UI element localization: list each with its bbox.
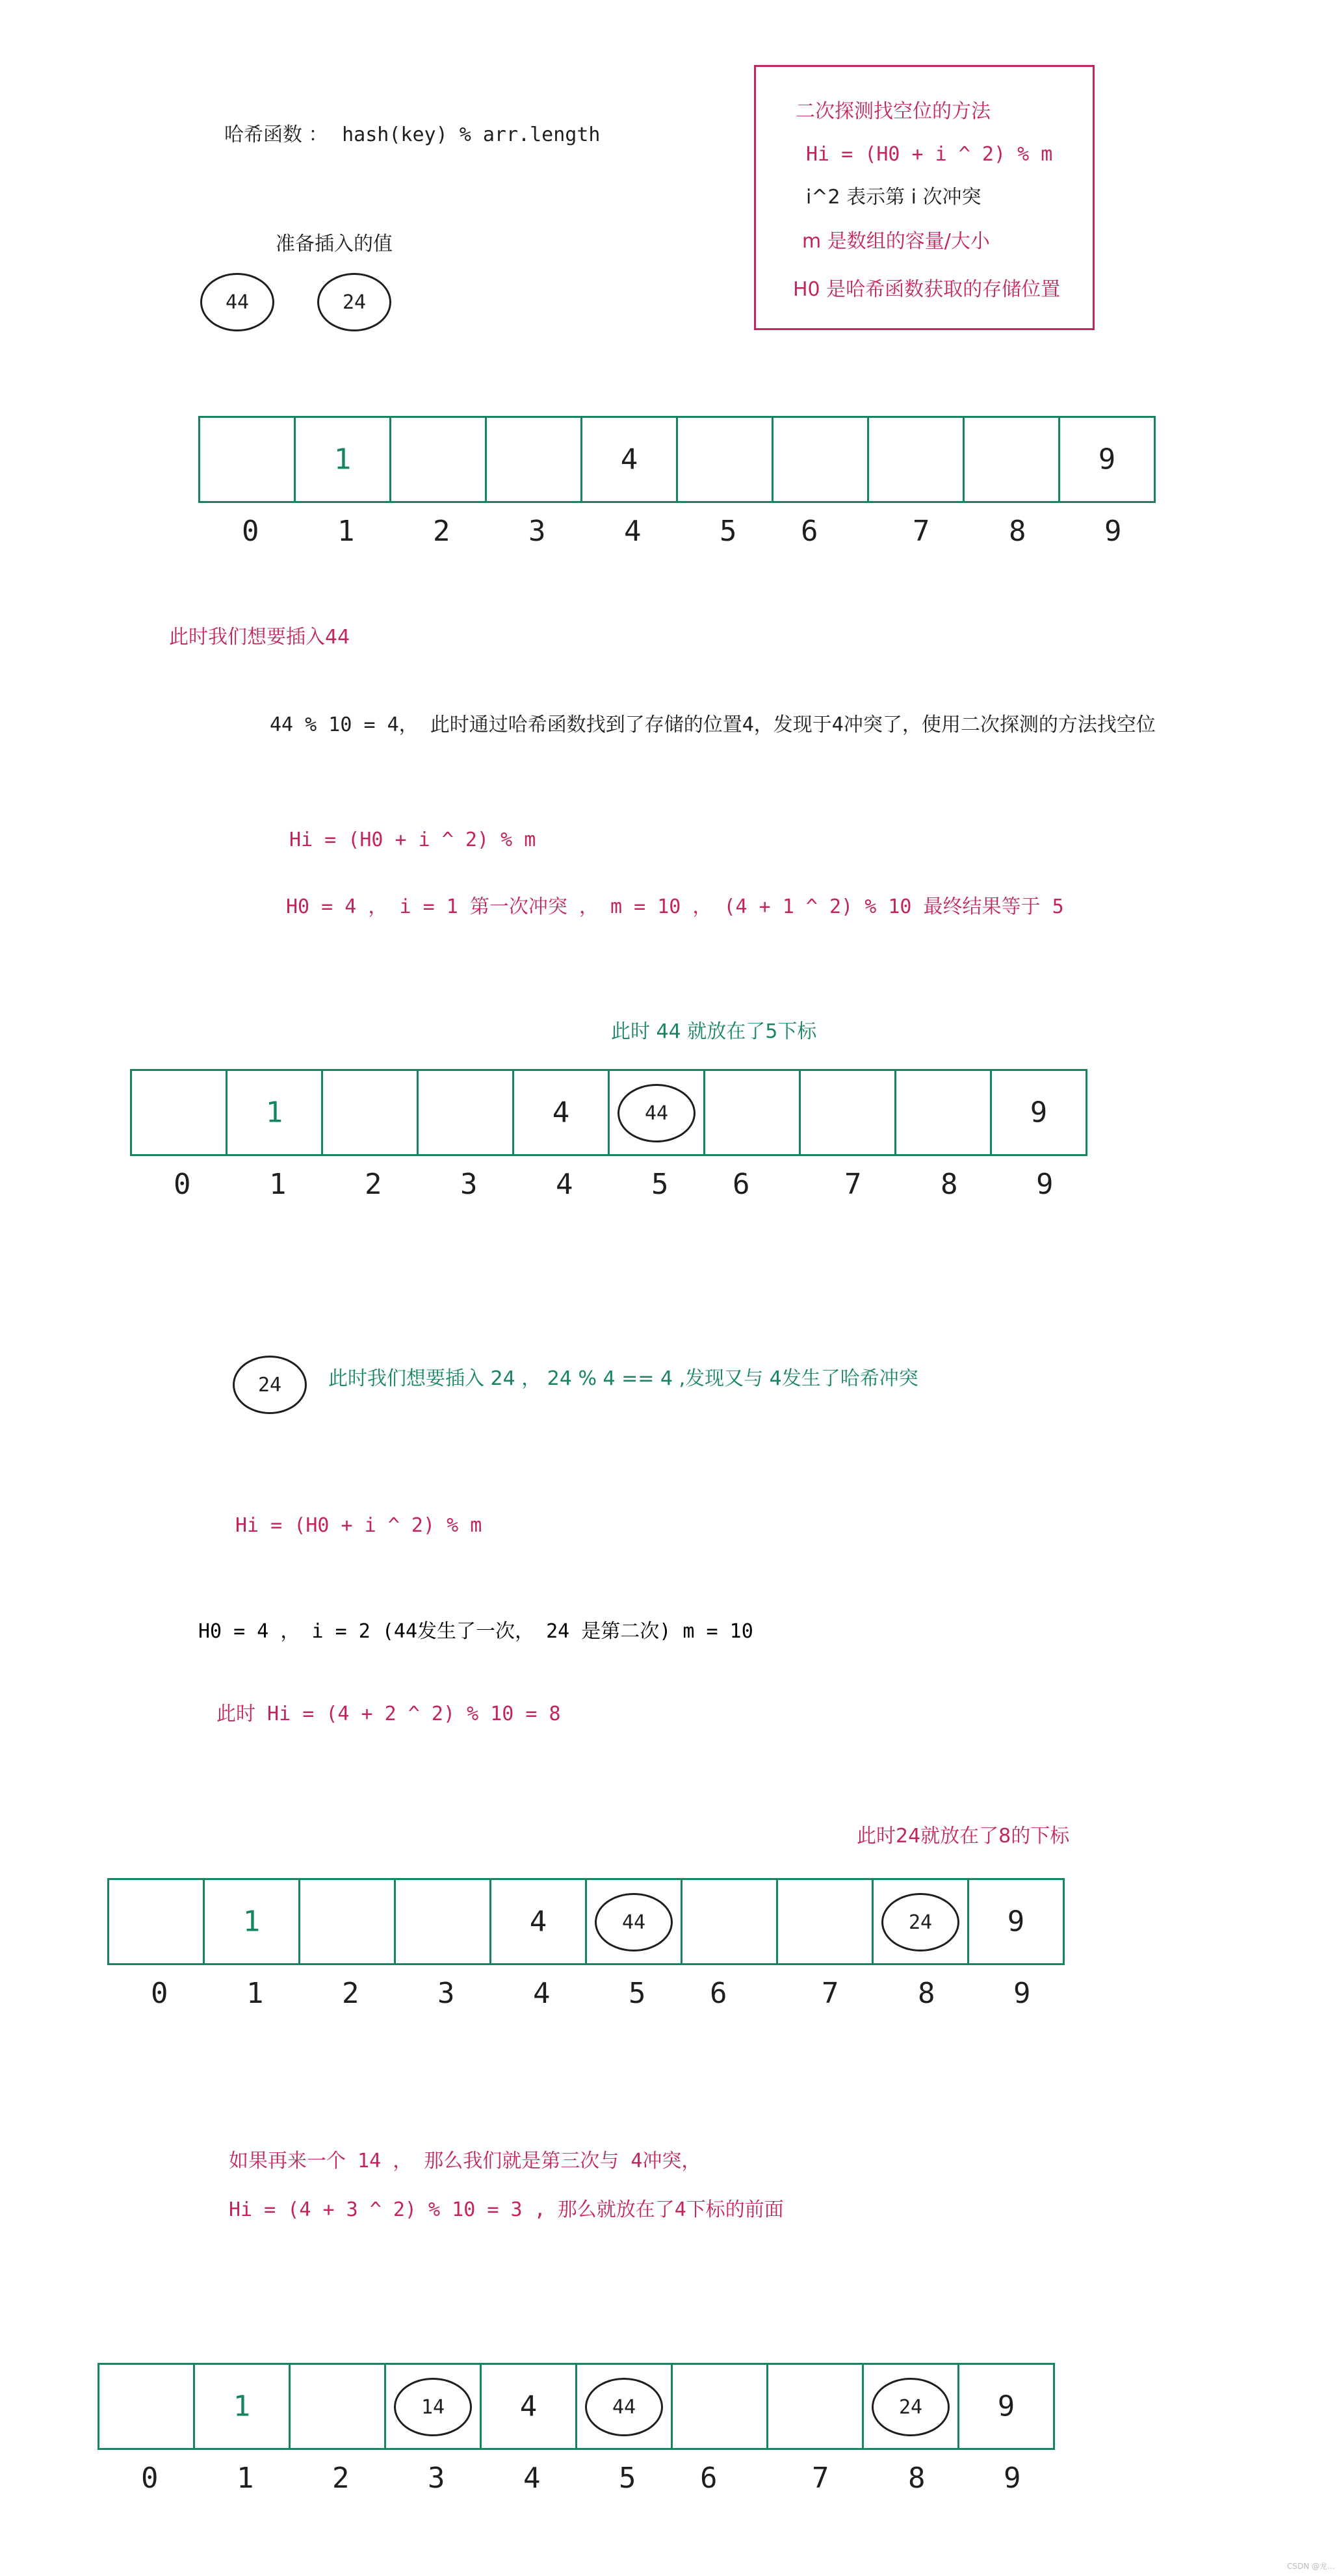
index-label: 1: [237, 2462, 254, 2495]
step1-title: 此时我们想要插入44: [169, 626, 350, 649]
array-cell: [776, 1878, 874, 1965]
index-label: 4: [533, 1977, 551, 2010]
array-cell: [198, 416, 296, 503]
index-label: 7: [822, 1977, 839, 2010]
array-cell: [130, 1069, 228, 1156]
info-box-formula: Hi = (H0 + i ^ 2) % m: [806, 143, 1053, 166]
array-cell: [867, 416, 965, 503]
cell-value: 9: [1098, 443, 1116, 476]
pending-value-24: 24: [317, 273, 391, 331]
insert-value-24: 24: [233, 1356, 307, 1414]
array-cell: [580, 416, 678, 503]
index-label: 2: [365, 1168, 382, 1201]
cell-value: 4: [552, 1096, 570, 1129]
info-box-line-i: i^2 表示第 i 次冲突: [806, 186, 982, 209]
index-label: 4: [624, 515, 642, 548]
index-label: 7: [812, 2462, 829, 2495]
hash-function-label-text: 哈希函数 ：: [224, 123, 328, 146]
step2-result: 此时24就放在了8的下标: [857, 1825, 1070, 1848]
index-label: 2: [332, 2462, 350, 2495]
inserted-value-44: 44: [618, 1084, 696, 1142]
array-cell: [489, 1878, 587, 1965]
array-cell: [203, 1878, 300, 1965]
index-label: 2: [433, 515, 450, 548]
index-label: 3: [528, 515, 546, 548]
array-cell: [575, 2363, 673, 2450]
step3-line2: Hi = (4 + 3 ^ 2) % 10 = 3 , 那么就放在了4下标的前面: [229, 2198, 784, 2221]
index-label: 8: [1009, 515, 1026, 548]
index-label: 6: [801, 515, 818, 548]
index-label: 3: [460, 1168, 478, 1201]
array-cell: [681, 1878, 778, 1965]
index-label: 3: [428, 2462, 445, 2495]
step2-title: 此时我们想要插入 24 ， 24 % 4 == 4 ,发现又与 4发生了哈希冲突: [328, 1367, 918, 1390]
cell-value: 1: [333, 443, 352, 476]
pending-value-44: 44: [200, 273, 274, 331]
index-label: 0: [141, 2462, 159, 2495]
array-cell: [294, 416, 391, 503]
array-cell: [480, 2363, 577, 2450]
array-cell: [676, 416, 774, 503]
cell-value: 1: [233, 2389, 251, 2423]
array-cell: [485, 416, 582, 503]
step2-calculation: H0 = 4 ， i = 2 (44发生了一次， 24 是第二次) m = 10: [198, 1620, 753, 1643]
cell-value: 4: [620, 443, 638, 476]
index-label: 5: [720, 515, 737, 548]
array-cell: [298, 1878, 396, 1965]
inserted-value-24: 24: [872, 2378, 950, 2436]
inserted-value-44: 44: [595, 1893, 673, 1951]
array-cell: [957, 2363, 1055, 2450]
array-cell: [585, 1878, 682, 1965]
inserted-value-44: 44: [585, 2378, 663, 2436]
index-label: 6: [700, 2462, 718, 2495]
cell-value: 9: [1007, 1905, 1025, 1938]
index-label: 0: [151, 1977, 168, 2010]
index-label: 5: [651, 1168, 669, 1201]
array-cell: [990, 1069, 1087, 1156]
array-cell: [384, 2363, 482, 2450]
index-label: 0: [174, 1168, 191, 1201]
array-cell: [963, 416, 1060, 503]
info-box-line-m: m 是数组的容量/大小: [802, 230, 990, 253]
cell-value: 1: [265, 1096, 283, 1129]
index-label: 2: [342, 1977, 359, 2010]
cell-value: 9: [1030, 1096, 1048, 1129]
pending-values-label: 准备插入的值: [276, 233, 393, 255]
index-label: 5: [619, 2462, 636, 2495]
index-label: 1: [337, 515, 355, 548]
index-label: 4: [556, 1168, 573, 1201]
index-label: 7: [844, 1168, 862, 1201]
index-label: 9: [1004, 2462, 1021, 2495]
array-cell: [894, 1069, 992, 1156]
array-cell: [193, 2363, 291, 2450]
hash-function-expression: hash(key) % arr.length: [342, 123, 601, 146]
array-cell: [872, 1878, 969, 1965]
index-label: 4: [523, 2462, 541, 2495]
array-cell: [967, 1878, 1065, 1965]
array-cell: [394, 1878, 491, 1965]
step2-result-calculation: 此时 Hi = (4 + 2 ^ 2) % 10 = 8: [216, 1703, 561, 1725]
index-label: 3: [437, 1977, 455, 2010]
cell-value: 4: [519, 2389, 538, 2423]
inserted-value-24: 24: [881, 1893, 959, 1951]
index-label: 9: [1036, 1168, 1054, 1201]
array-cell: [671, 2363, 768, 2450]
index-label: 8: [908, 2462, 926, 2495]
array-cell: [766, 2363, 864, 2450]
array-cell: [226, 1069, 323, 1156]
inserted-value-14: 14: [394, 2378, 472, 2436]
array-cell: [799, 1069, 896, 1156]
step1-calculation: H0 = 4 ， i = 1 第一次冲突 ， m = 10 ， (4 + 1 ^ 2) % 10 最终结果等于 5: [286, 895, 1064, 918]
index-label: 8: [941, 1168, 958, 1201]
cell-value: 4: [529, 1905, 547, 1938]
index-label: 5: [629, 1977, 646, 2010]
step1-explanation: 44 % 10 = 4， 此时通过哈希函数找到了存储的位置4，发现于4冲突了，使用二次探测的方法找空位: [270, 714, 1156, 736]
index-label: 9: [1013, 1977, 1031, 2010]
index-label: 6: [733, 1168, 750, 1201]
array-cell: [772, 416, 869, 503]
step3-line1: 如果再来一个 14 ， 那么我们就是第三次与 4冲突，: [229, 2150, 701, 2172]
array-cell: [512, 1069, 610, 1156]
array-cell: [1058, 416, 1156, 503]
array-cell: [608, 1069, 705, 1156]
index-label: 8: [918, 1977, 935, 2010]
index-label: 6: [710, 1977, 727, 2010]
index-label: 7: [913, 515, 930, 548]
watermark: CSDN @龙...: [1287, 2562, 1335, 2571]
array-cell: [862, 2363, 959, 2450]
hash-function-label: [224, 118, 600, 147]
array-cell: [98, 2363, 195, 2450]
index-label: 1: [246, 1977, 264, 2010]
array-cell: [321, 1069, 419, 1156]
cell-value: 9: [997, 2389, 1015, 2423]
step1-result: 此时 44 就放在了5下标: [611, 1020, 817, 1043]
cell-value: 1: [242, 1905, 261, 1938]
index-label: 1: [269, 1168, 287, 1201]
array-cell: [107, 1878, 205, 1965]
array-cell: [417, 1069, 514, 1156]
array-cell: [289, 2363, 386, 2450]
array-cell: [703, 1069, 801, 1156]
step2-formula: Hi = (H0 + i ^ 2) % m: [235, 1514, 482, 1537]
info-box-line-h0: H0 是哈希函数获取的存储位置: [793, 278, 1061, 301]
index-label: 0: [242, 515, 259, 548]
step1-formula: Hi = (H0 + i ^ 2) % m: [289, 829, 536, 851]
info-box-title: 二次探测找空位的方法: [796, 100, 991, 123]
array-cell: [389, 416, 487, 503]
index-label: 9: [1104, 515, 1122, 548]
